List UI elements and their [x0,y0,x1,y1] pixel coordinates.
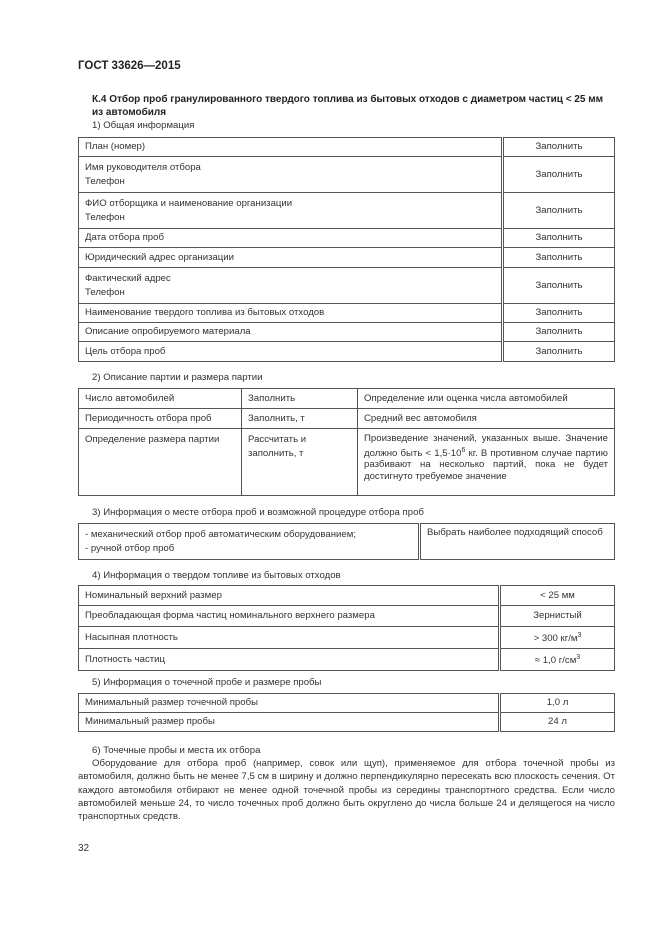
cell: Минимальный размер точечной пробы [79,694,500,713]
subsection-6 [78,744,615,823]
table-row [79,268,615,304]
document-header: ГОСТ 33626—2015 [78,60,181,72]
cell-value: > 300 кг/м [533,633,578,645]
table-row [79,627,615,649]
field-label: Имя руководителя отбора [85,161,201,173]
cell: Выбрать наиболее подходящий способ [420,524,615,560]
cell: Номинальный верхний размер [79,586,500,606]
cell: Заполнить [503,268,615,304]
cell [500,627,615,649]
cell [79,138,503,157]
cell: Заполнить [503,323,615,342]
fuel-info-table [78,585,615,671]
cell [79,157,503,193]
table-row [79,323,615,342]
cell: Заполнить [503,157,615,193]
cell-value: ≈ 1,0 г/см [534,655,577,667]
cell: Определение или оценка числа автомобилей [358,389,615,409]
cell-text: кг. В противном случае партию разбивают на несколько партий, пока не будет достигнуто требуемое значение [364,447,608,482]
page-number: 32 [78,843,90,854]
cell: Заполнить [242,389,358,409]
general-info-table [78,137,615,362]
option-mechanical: - механический отбор проб автоматическим оборудованием; [85,528,356,540]
subsection-5-title: 5) Информация о точечной пробе и размере пробы [92,677,322,688]
superscript: 6 [461,446,466,454]
field-sublabel: Телефон [85,286,125,298]
batch-table [78,388,615,496]
field-label: ФИО отборщика и наименование организации [85,197,293,209]
cell [79,524,420,560]
table-row [79,606,615,627]
cell [79,268,503,304]
cell: Заполнить [503,248,615,268]
field-label: Фактический адрес [85,272,171,284]
cell [500,649,615,671]
sampling-place-table [78,523,615,560]
cell: Средний вес автомобиля [358,409,615,429]
cell: Определение размера партии [79,429,242,496]
cell [500,586,615,606]
cell: Заполнить [503,138,615,157]
cell: Заполнить [503,304,615,323]
cell [79,229,503,248]
table-row [79,229,615,248]
cell: Число автомобилей [79,389,242,409]
subsection-1-title: 1) Общая информация [92,120,195,131]
table-row [79,342,615,362]
cell: Заполнить, т [242,409,358,429]
table-row [79,586,615,606]
option-manual: - ручной отбор проб [85,542,175,554]
cell: Рассчитать и заполнить, т [242,429,358,496]
cell: Заполнить [503,229,615,248]
subsection-3-title: 3) Информация о месте отбора проб и возможной процедуре отбора проб [92,507,424,518]
table-row [79,157,615,193]
table-row [79,649,615,671]
section-title: К.4 Отбор проб гранулированного твердого топлива из бытовых отходов с диаметром частиц < 25 мм из автомобиля [92,94,604,118]
subsection-6-title: 6) Точечные пробы и места их отбора [92,745,261,756]
field-label: Юридический адрес организации [85,251,235,263]
cell: Насыпная плотность [79,627,500,649]
table-row [79,138,615,157]
paragraph: Оборудование для отбора проб (например, совок или щуп), применяемое для отбора точечной пробы из автомобиля, должно быть не менее 7,5 см в ширину и должно перпендикулярно пересекать всю плоскость сечения. От каждого автомобиля отбирают не менее одной точечной пробы из середины транспортного средства. Если число автомобилей меньше 24, то число точечных проб должно быть округлено до числа больше 24 и делящегося на число транспортных средств. [78,758,615,823]
table-row [79,304,615,323]
field-sublabel: Телефон [85,175,125,187]
cell [79,193,503,229]
field-label: Цель отбора проб [85,345,166,357]
cell [79,248,503,268]
cell: Минимальный размер пробы [79,713,500,732]
superscript: 3 [576,654,581,662]
cell [79,342,503,362]
superscript: 3 [577,632,582,639]
table-row [79,193,615,229]
table-row [79,248,615,268]
cell-text: Произведение значений, указанных выше. Значение должно быть < 1,5·10 [364,433,608,459]
cell: 1,0 л [500,694,615,713]
table-row [79,409,615,429]
field-label: Дата отбора проб [85,232,164,243]
field-label: План (номер) [85,141,146,152]
cell-value: < 25 мм [540,589,575,601]
cell: Плотность частиц [79,649,500,671]
cell-value: Зернистый [533,610,582,621]
cell: 24 л [500,713,615,732]
table-row [79,429,615,496]
cell [79,304,503,323]
cell: Заполнить [503,342,615,362]
sample-size-table [78,693,615,732]
cell [500,606,615,627]
table-row [79,694,615,713]
field-sublabel: Телефон [85,211,125,223]
field-label: Наименование твердого топлива из бытовых отходов [85,307,325,318]
field-label: Описание опробируемого материала [85,326,251,337]
table-row [79,389,615,409]
cell: Заполнить [503,193,615,229]
subsection-2-title: 2) Описание партии и размера партии [92,372,263,383]
cell: Периодичность отбора проб [79,409,242,429]
cell [358,429,615,496]
cell [79,323,503,342]
cell: Преобладающая форма частиц номинального верхнего размера [79,606,500,627]
table-row [79,524,615,560]
subsection-4-title: 4) Информация о твердом топливе из бытовых отходов [92,570,341,581]
table-row [79,713,615,732]
